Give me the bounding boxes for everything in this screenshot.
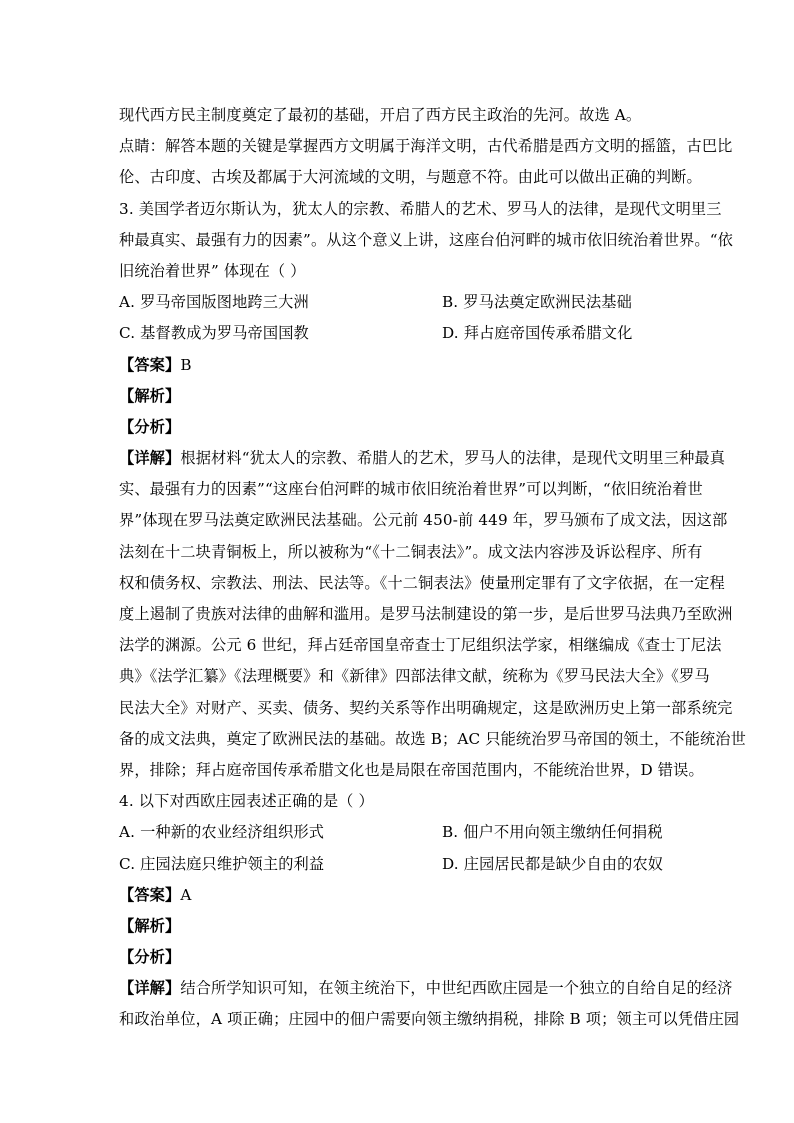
question-3 <box>119 194 746 787</box>
text-line: 点睛：解答本题的关键是掌握西方文明属于海洋文明，古代希腊是西方文明的摇篮，古巴比 <box>119 137 733 156</box>
detail-tag: 【详解】 <box>119 449 181 468</box>
option-row <box>119 287 679 318</box>
option-c: C. 基督教成为罗马帝国国教 <box>119 324 309 343</box>
analysis-tag: 【解析】 <box>119 386 181 405</box>
text-line: 伦、古印度、古埃及都属于大河流域的文明，与题意不符。由此可以做出正确的判断。 <box>119 168 702 187</box>
option-row <box>119 817 679 848</box>
detail-line: 法学的渊源。公元 6 世纪，拜占廷帝国皇帝查士丁尼组织法学家，相继编成《查士丁尼法 <box>119 636 722 655</box>
option-c: C. 庄园法庭只维护领主的利益 <box>119 854 325 873</box>
question-stem-line: 4. 以下对西欧庄园表述正确的是（ ） <box>119 792 374 811</box>
detail-line: 界”体现在罗马法奠定欧洲民法基础。公元前 450-前 449 年，罗马颁布了成文法，因这部 <box>119 511 728 530</box>
option-a: A. 一种新的农业经济组织形式 <box>119 823 325 842</box>
detail-line: 典》《法学汇纂》《法理概要》和《新律》四部法律文献，统称为《罗马民法大全》《罗马 <box>119 667 710 686</box>
option-row <box>119 318 679 349</box>
question-stem-line: 旧统治着世界” 体现在（ ） <box>119 261 306 280</box>
document-body <box>119 100 746 1036</box>
detail-line: 法刻在十二块青铜板上，所以被称为“《十二铜表法》”。成文法内容涉及诉讼程序、所有 <box>119 542 703 561</box>
question-stem-line: 3. 美国学者迈尔斯认为，犹太人的宗教、希腊人的艺术、罗马人的法律，是现代文明里三 <box>119 199 722 218</box>
detail-line: 度上遏制了贵族对法律的曲解和滥用。是罗马法制建设的第一步，是后世罗马法典乃至欧洲 <box>119 605 733 623</box>
answer-tag: 【答案】 <box>119 885 181 904</box>
detail-tag: 【详解】 <box>119 979 181 998</box>
answer-value: A <box>180 885 192 904</box>
fenxi-tag: 【分析】 <box>119 948 181 967</box>
option-b: B. 佃户不用向领主缴纳任何捐税 <box>442 823 663 842</box>
option-d: D. 拜占庭帝国传承希腊文化 <box>442 324 633 343</box>
answer-line <box>119 350 679 381</box>
detail-text: 结合所学知识可知，在领主统治下，中世纪西欧庄园是一个独立的自给自足的经济 <box>180 979 733 998</box>
option-d: D. 庄园居民都是缺少自由的农奴 <box>442 854 664 873</box>
fenxi-tag: 【分析】 <box>119 417 181 436</box>
answer-line <box>119 880 679 911</box>
detail-line: 权和债务权、宗教法、刑法、民法等。《十二铜表法》使量刑定罪有了文字依据，在一定程 <box>119 573 725 592</box>
detail-line: 和政治单位，A 项正确；庄园中的佃户需要向领主缴纳捐税，排除 B 项；领主可以凭借庄园 <box>119 1010 740 1029</box>
detail-line: 备的成文法典，奠定了欧洲民法的基础。故选 B；AC 只能统治罗马帝国的领土，不能统治世 <box>119 729 746 748</box>
option-a: A. 罗马帝国版图地跨三大洲 <box>119 293 309 312</box>
text-line: 现代西方民主制度奠定了最初的基础，开启了西方民主政治的先河。故选 A。 <box>119 106 642 124</box>
detail-line: 实、最强有力的因素”“这座台伯河畔的城市依旧统治着世界”可以判断，“依旧统治着世 <box>119 480 703 499</box>
option-b: B. 罗马法奠定欧洲民法基础 <box>442 293 632 312</box>
detail-line <box>119 443 726 474</box>
answer-value: B <box>180 355 192 374</box>
detail-line: 民法大全》对财产、买卖、债务、契约关系等作出明确规定，这是欧洲历史上第一部系统完 <box>119 698 733 717</box>
detail-line: 界，排除；拜占庭帝国传承希腊文化也是局限在帝国范围内，不能统治世界，D 错误。 <box>119 760 704 779</box>
answer-tag: 【答案】 <box>119 355 181 374</box>
detail-line <box>119 973 733 1004</box>
question-stem-line: 种最真实、最强有力的因素”。从这个意义上讲，这座台伯河畔的城市依旧统治着世界。“依 <box>119 230 733 249</box>
analysis-tag: 【解析】 <box>119 916 181 935</box>
question-4 <box>119 786 740 1036</box>
option-row <box>119 849 679 880</box>
detail-text: 根据材料“犹太人的宗教、希腊人的艺术，罗马人的法律，是现代文明里三种最真 <box>180 449 726 468</box>
